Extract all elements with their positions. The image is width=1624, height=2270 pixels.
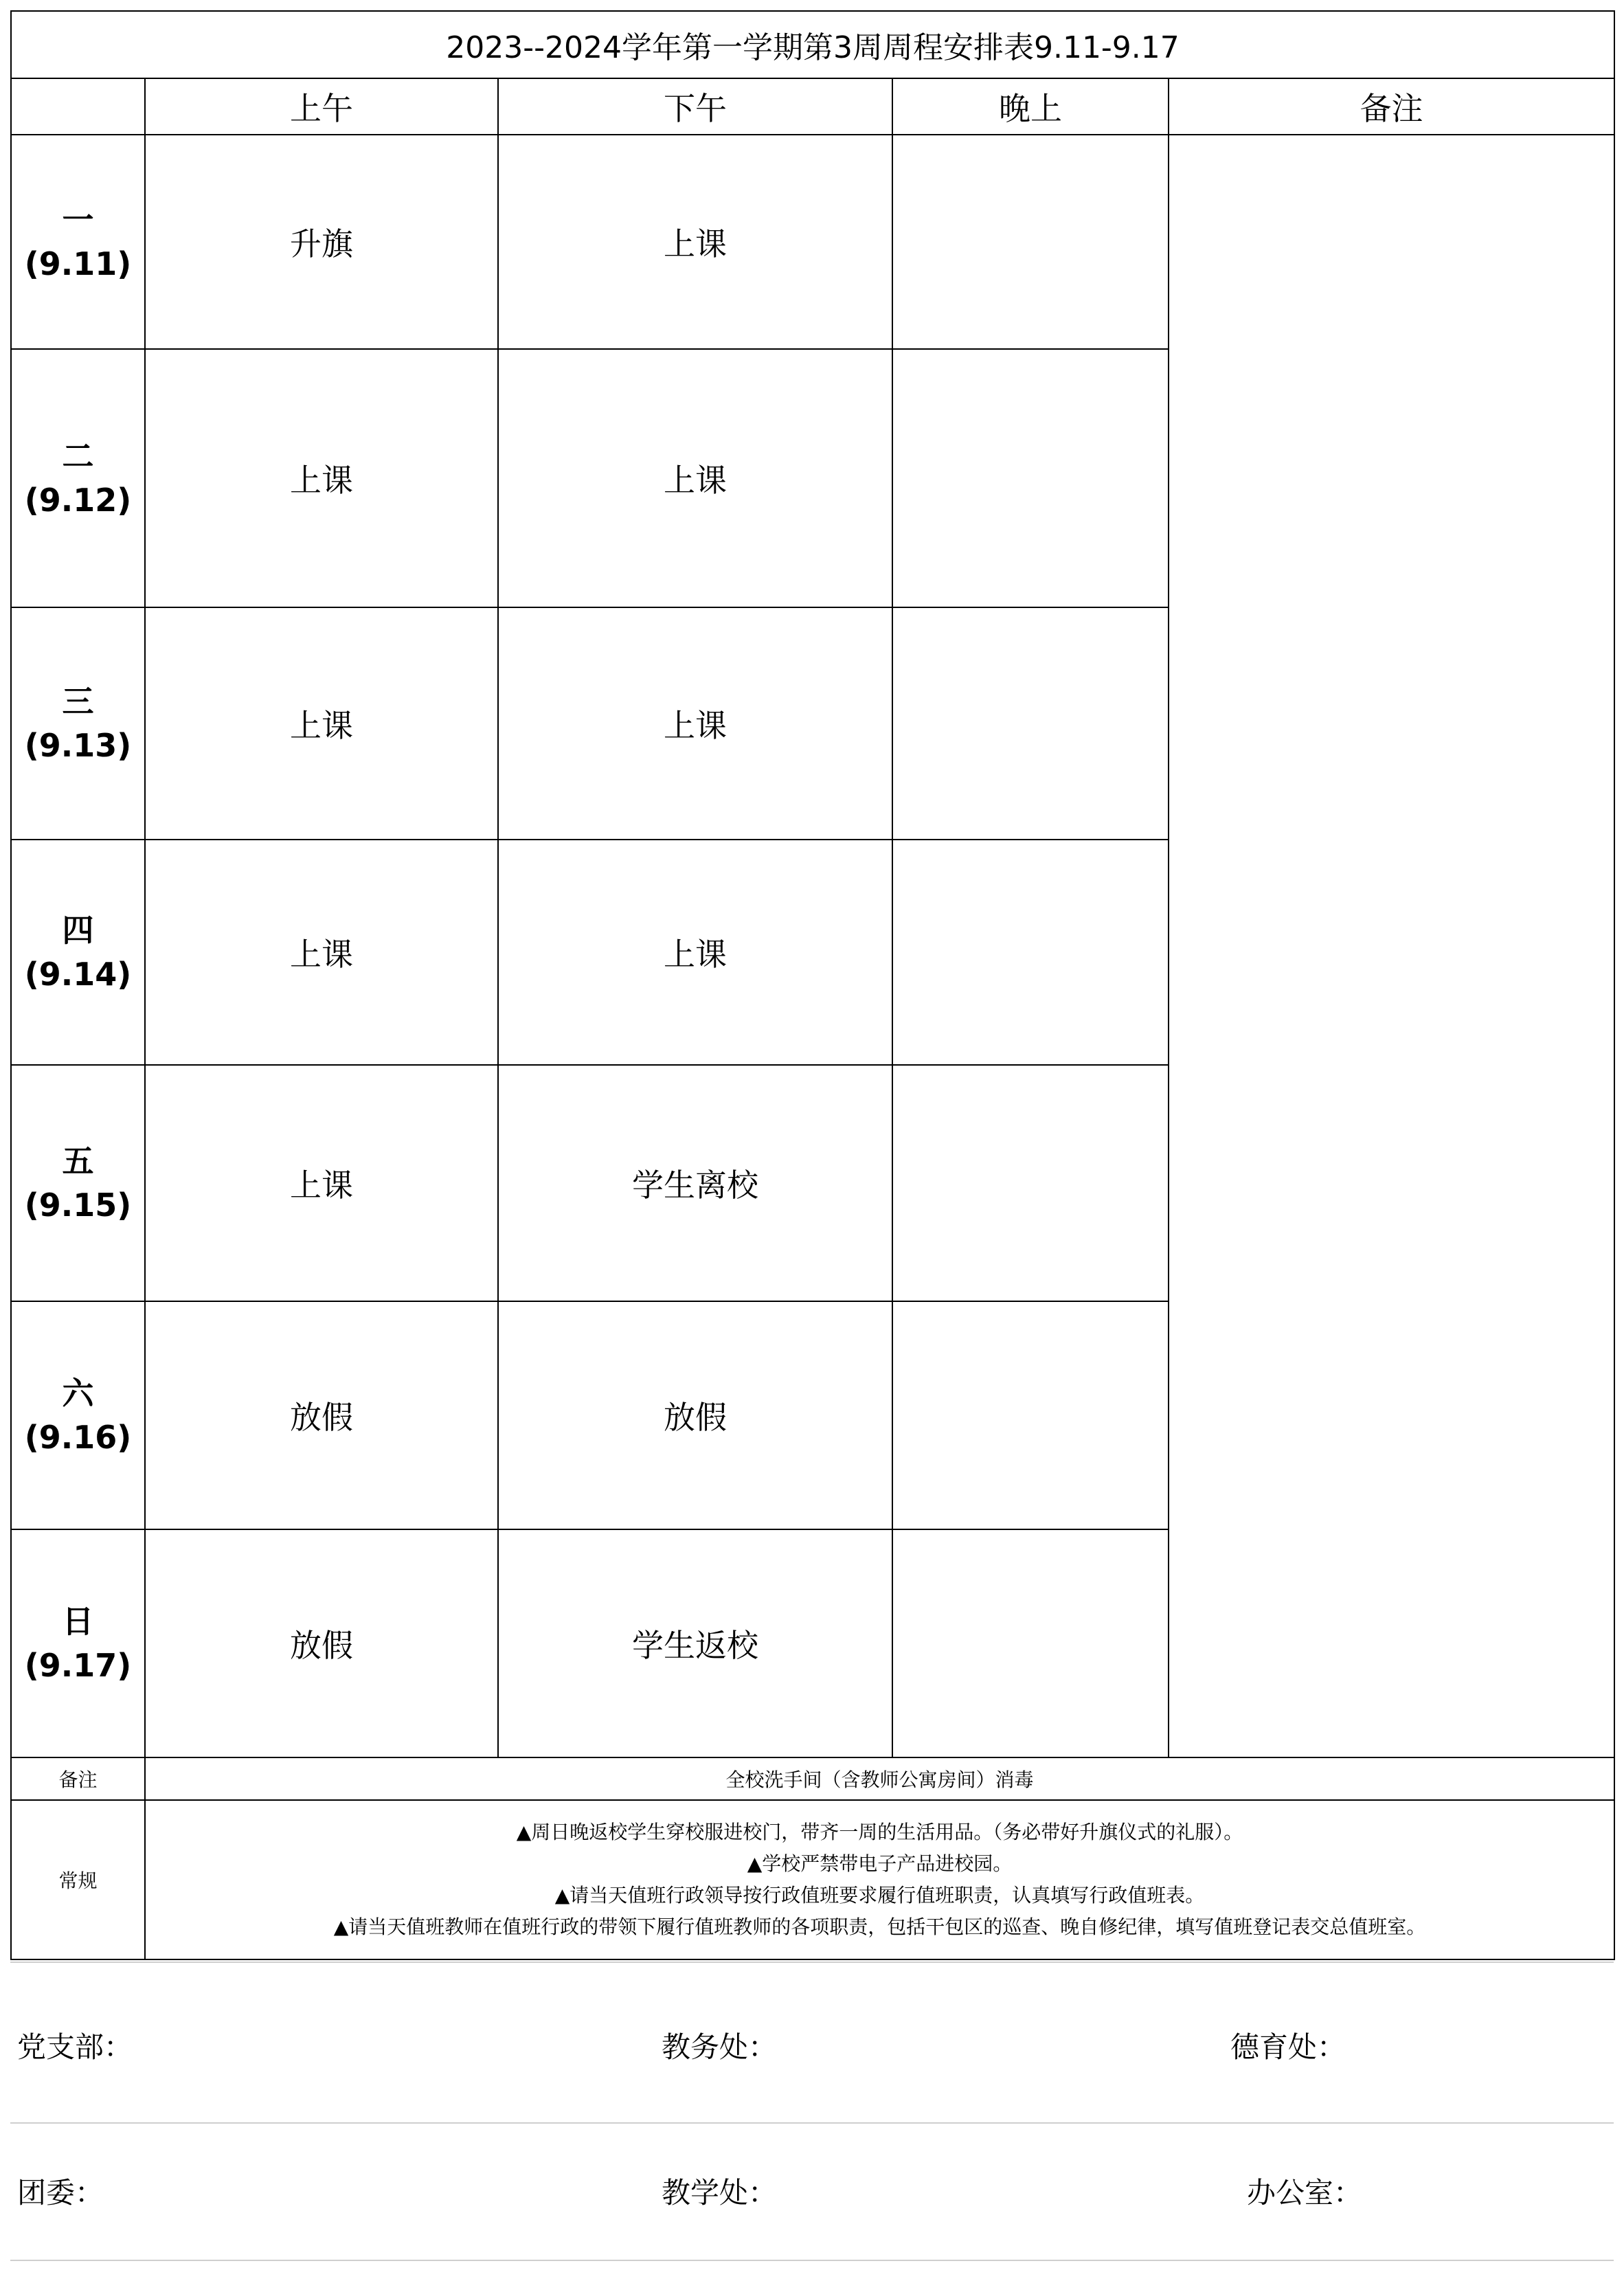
day-date: (9.13)	[24, 727, 132, 764]
day-label	[11, 840, 145, 1065]
afternoon-cell: 上课	[498, 349, 892, 607]
signature-moral-education: 德育处：	[1230, 2030, 1346, 2064]
morning-cell: 上课	[145, 840, 498, 1065]
routine-label: 常规	[11, 1800, 145, 1959]
signature-row-1	[10, 1962, 1614, 2124]
morning-cell: 升旗	[145, 135, 498, 349]
routine-line: ▲周日晚返校学生穿校服进校门，带齐一周的生活用品。（务必带好升旗仪式的礼服）。	[516, 1821, 1243, 1843]
routine-line: ▲学校严禁带电子产品进校园。	[747, 1852, 1013, 1875]
afternoon-cell: 学生离校	[498, 1065, 892, 1301]
evening-cell	[892, 349, 1169, 607]
day-name: 一	[62, 201, 94, 238]
routine-text	[145, 1800, 1614, 1959]
note-label: 备注	[11, 1757, 145, 1800]
routine-line: ▲请当天值班行政领导按行政值班要求履行值班职责，认真填写行政值班表。	[554, 1884, 1205, 1907]
morning-cell: 上课	[145, 349, 498, 607]
header-corner	[11, 78, 145, 135]
header-evening: 晚上	[892, 78, 1169, 135]
afternoon-cell: 学生返校	[498, 1529, 892, 1757]
day-label	[11, 607, 145, 840]
evening-cell	[892, 135, 1169, 349]
afternoon-cell: 上课	[498, 840, 892, 1065]
evening-cell	[892, 1301, 1169, 1529]
morning-cell: 放假	[145, 1529, 498, 1757]
day-name: 六	[62, 1375, 94, 1412]
day-label	[11, 135, 145, 349]
morning-cell: 上课	[145, 1065, 498, 1301]
day-date: (9.15)	[24, 1187, 132, 1224]
signature-party-branch: 党支部：	[17, 2030, 133, 2064]
day-label	[11, 349, 145, 607]
afternoon-cell: 放假	[498, 1301, 892, 1529]
afternoon-cell: 上课	[498, 607, 892, 840]
signature-office: 办公室：	[1247, 2176, 1363, 2210]
day-name: 日	[62, 1603, 94, 1640]
signature-youth-league: 团委：	[17, 2176, 104, 2210]
header-morning: 上午	[145, 78, 498, 135]
day-label	[11, 1301, 145, 1529]
remarks-column-cell	[1169, 135, 1614, 1757]
evening-cell	[892, 1065, 1169, 1301]
header-remarks: 备注	[1169, 78, 1614, 135]
morning-cell: 放假	[145, 1301, 498, 1529]
day-name: 四	[62, 912, 94, 949]
day-name: 二	[62, 438, 94, 475]
signature-academic-affairs: 教务处：	[662, 2030, 778, 2064]
day-date: (9.14)	[24, 956, 132, 993]
header-afternoon: 下午	[498, 78, 892, 135]
page-title: 2023--2024学年第一学期第3周周程安排表9.11-9.17	[11, 11, 1614, 78]
day-date: (9.11)	[24, 245, 132, 282]
afternoon-cell: 上课	[498, 135, 892, 349]
day-label	[11, 1529, 145, 1757]
schedule-table	[10, 10, 1615, 1960]
evening-cell	[892, 607, 1169, 840]
routine-line: ▲请当天值班教师在值班行政的带领下履行值班教师的各项职责，包括干包区的巡查、晚自修纪律，填写值班登记表交总值班室。	[333, 1915, 1426, 1938]
day-date: (9.12)	[24, 482, 132, 519]
signature-row-2	[10, 2122, 1614, 2261]
evening-cell	[892, 840, 1169, 1065]
note-text: 全校洗手间（含教师公寓房间）消毒	[145, 1757, 1614, 1800]
morning-cell: 上课	[145, 607, 498, 840]
evening-cell	[892, 1529, 1169, 1757]
day-label	[11, 1065, 145, 1301]
signature-teaching: 教学处：	[662, 2176, 778, 2210]
day-name: 三	[62, 683, 94, 720]
day-date: (9.17)	[24, 1647, 132, 1684]
day-date: (9.16)	[24, 1419, 132, 1456]
day-name: 五	[62, 1143, 94, 1180]
table-row	[11, 135, 1614, 349]
